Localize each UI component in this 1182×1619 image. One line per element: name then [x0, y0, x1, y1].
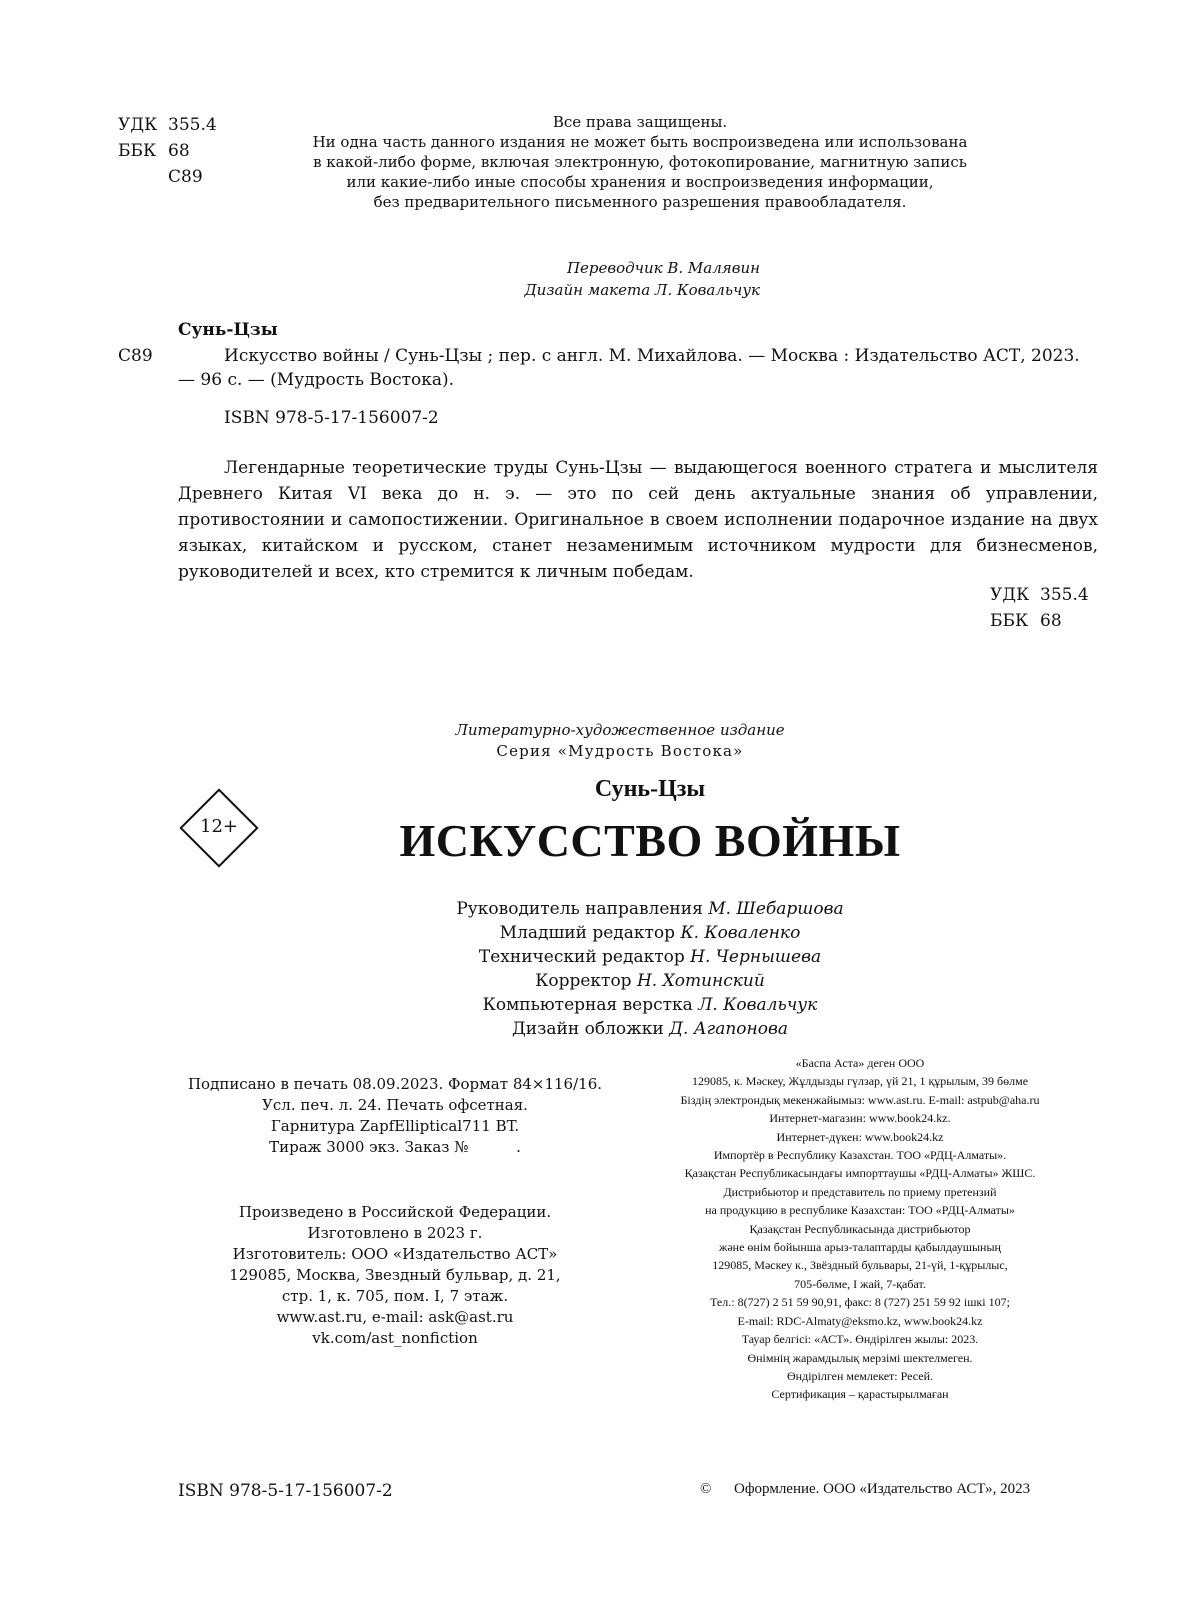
rights-notice [280, 112, 1000, 212]
rights-line: в какой-либо форме, включая электронную, фотокопирование, магнитную запись [313, 153, 967, 171]
bbk-value: 68 [168, 141, 190, 161]
age-rating-text: 12+ [200, 816, 238, 837]
manufacturer-line: vk.com/ast_nonfiction [312, 1329, 478, 1347]
catalog-author: Сунь-Цзы [178, 320, 278, 340]
edition-kind: Литературно-художественное издание [455, 721, 785, 739]
kz-line: Тауар белгісі: «АСТ». Өндірілген жылы: 2023. [741, 1332, 979, 1347]
copyright [700, 1481, 1090, 1498]
catalog-code: С89 [118, 346, 153, 366]
udk-label: УДК [990, 585, 1030, 605]
rights-line: Все права защищены. [552, 113, 728, 131]
staff-row [380, 897, 920, 921]
translator-credit: Переводчик В. Малявин [566, 259, 760, 277]
kz-line: 129085, к. Мәскеу, Жұлдызды гүлзар, үй 21, 1 құрылым, 39 бөлме [691, 1074, 1029, 1089]
manufacturer-line: www.ast.ru, e-mail: ask@ast.ru [276, 1308, 514, 1326]
staff-role: Компьютерная верстка [482, 995, 693, 1015]
staff-list [380, 897, 920, 1041]
udk-value: 355.4 [1040, 585, 1089, 605]
print-info [170, 1074, 620, 1158]
kz-line: Өнімнің жарамдылық мерзімі шектелмеген. [747, 1350, 973, 1365]
staff-row [380, 921, 920, 945]
footer-isbn: ISBN 978-5-17-156007-2 [178, 1481, 393, 1501]
staff-name: Л. Ковальчук [698, 995, 818, 1015]
staff-role: Руководитель направления [456, 899, 703, 919]
staff-role: Технический редактор [478, 947, 685, 967]
staff-row [380, 969, 920, 993]
kz-line: Өндірілген мемлекет: Ресей. [787, 1368, 933, 1383]
kz-line: Біздің электрондық мекенжайымыз: www.ast.ru. E-mail: astpub@aha.ru [680, 1092, 1040, 1107]
book-title: ИСКУССТВО ВОЙНЫ [399, 815, 901, 866]
classification-codes-top [118, 112, 217, 190]
kz-line: E-mail: RDC-Almaty@eksmo.kz, www.book24.kz [737, 1313, 983, 1328]
classification-codes-bottom [990, 582, 1089, 634]
kz-distributor-info [620, 1054, 1100, 1404]
kz-line: Интернет-магазин: www.book24.kz. [769, 1111, 951, 1126]
bbk-label: ББК [118, 141, 157, 161]
age-rating-badge [178, 787, 260, 869]
print-line: Тираж 3000 экз. Заказ № . [269, 1138, 521, 1156]
kz-line: Сертификация – қарастырылмаған [771, 1387, 949, 1402]
kz-line: Дистрибьютор и представитель по приему претензий [723, 1184, 997, 1199]
staff-role: Корректор [535, 971, 632, 991]
credits [480, 257, 760, 301]
staff-name: Н. Чернышева [690, 947, 822, 967]
author-sign: С89 [168, 167, 203, 187]
annotation: Легендарные теоретические труды Сунь-Цзы — выдающегося военного стратега и мыслителя Древнего Китая VI века до н. э. — это по сей день актуальные знания об управлении, противостоянии и самопостижении. Оригинальное в своем исполнении подарочное издание на двух языках, китайском и русском, станет незаменимым источником мудрости для бизнесменов, руководителей и всех, кто стремится к личным победам. [178, 458, 1098, 582]
staff-row [380, 945, 920, 969]
kz-line: және өнім бойынша арыз-талаптарды қабылдаушының [719, 1240, 1001, 1255]
rights-line: Ни одна часть данного издания не может быть воспроизведена или использована [312, 133, 968, 151]
staff-name: Н. Хотинский [636, 971, 765, 991]
catalog-description: Искусство войны / Сунь-Цзы ; пер. с англ. М. Михайлова. — Москва : Издательство АСТ, 2023. — 96 с. — (Мудрость Востока). [178, 346, 1080, 390]
kz-line: Қазақстан Республикасындағы импорттаушы «РДЦ-Алматы» ЖШС. [684, 1166, 1036, 1181]
copyright-icon: © [700, 1481, 712, 1497]
staff-name: Д. Агапонова [669, 1019, 789, 1039]
series-name: Серия «Мудрость Востока» [496, 742, 744, 760]
print-line: Усл. печ. л. 24. Печать офсетная. [262, 1096, 528, 1114]
kz-line: Импортёр в Республику Казахстан. ТОО «РДЦ-Алматы». [713, 1148, 1007, 1163]
manufacturer-line: стр. 1, к. 705, пом. I, 7 этаж. [281, 1287, 509, 1305]
kz-line: на продукцию в республике Казахстан: ТОО «РДЦ-Алматы» [705, 1203, 1015, 1218]
staff-name: М. Шебаршова [708, 899, 844, 919]
kz-line: Тел.: 8(727) 2 51 59 90,91, факс: 8 (727) 251 59 92 ішкі 107; [710, 1295, 1010, 1310]
catalog-isbn: ISBN 978-5-17-156007-2 [224, 408, 439, 428]
staff-name: К. Коваленко [680, 923, 801, 943]
udk-label: УДК [118, 115, 158, 135]
genre-block [400, 720, 840, 762]
udk-value: 355.4 [168, 115, 217, 135]
bbk-label: ББК [990, 611, 1029, 631]
book-author: Сунь-Цзы [594, 776, 706, 802]
staff-role: Дизайн обложки [511, 1019, 664, 1039]
rights-line: без предварительного письменного разрешения правообладателя. [373, 193, 907, 211]
manufacturer-info [200, 1202, 590, 1349]
kz-line: «Баспа Аста» деген ООО [795, 1056, 925, 1070]
staff-row [380, 993, 920, 1017]
print-line: Гарнитура ZapfElliptical711 BT. [270, 1117, 520, 1135]
layout-design-credit: Дизайн макета Л. Ковальчук [524, 281, 760, 299]
manufacturer-line: Произведено в Российской Федерации. [238, 1203, 552, 1221]
manufacturer-line: 129085, Москва, Звездный бульвар, д. 21, [229, 1266, 561, 1284]
kz-line: Интернет-дүкен: www.book24.kz [776, 1129, 944, 1144]
kz-line: Қазақстан Республикасында дистрибьютор [749, 1221, 971, 1236]
staff-row [380, 1017, 920, 1041]
staff-role: Младший редактор [499, 923, 676, 943]
copyright-text: Оформление. ООО «Издательство АСТ», 2023 [734, 1481, 1031, 1497]
print-line: Подписано в печать 08.09.2023. Формат 84×116/16. [187, 1075, 603, 1093]
kz-line: 705-бөлме, I жай, 7-қабат. [794, 1276, 926, 1291]
rights-line: или какие-либо иные способы хранения и воспроизведения информации, [346, 173, 934, 191]
kz-line: 129085, Мәскеу к., Звёздный бульвары, 21-үй, 1-құрылыс, [712, 1258, 1008, 1273]
bbk-value: 68 [1040, 611, 1062, 631]
manufacturer-line: Изготовитель: ООО «Издательство АСТ» [232, 1245, 558, 1263]
manufacturer-line: Изготовлено в 2023 г. [307, 1224, 483, 1242]
